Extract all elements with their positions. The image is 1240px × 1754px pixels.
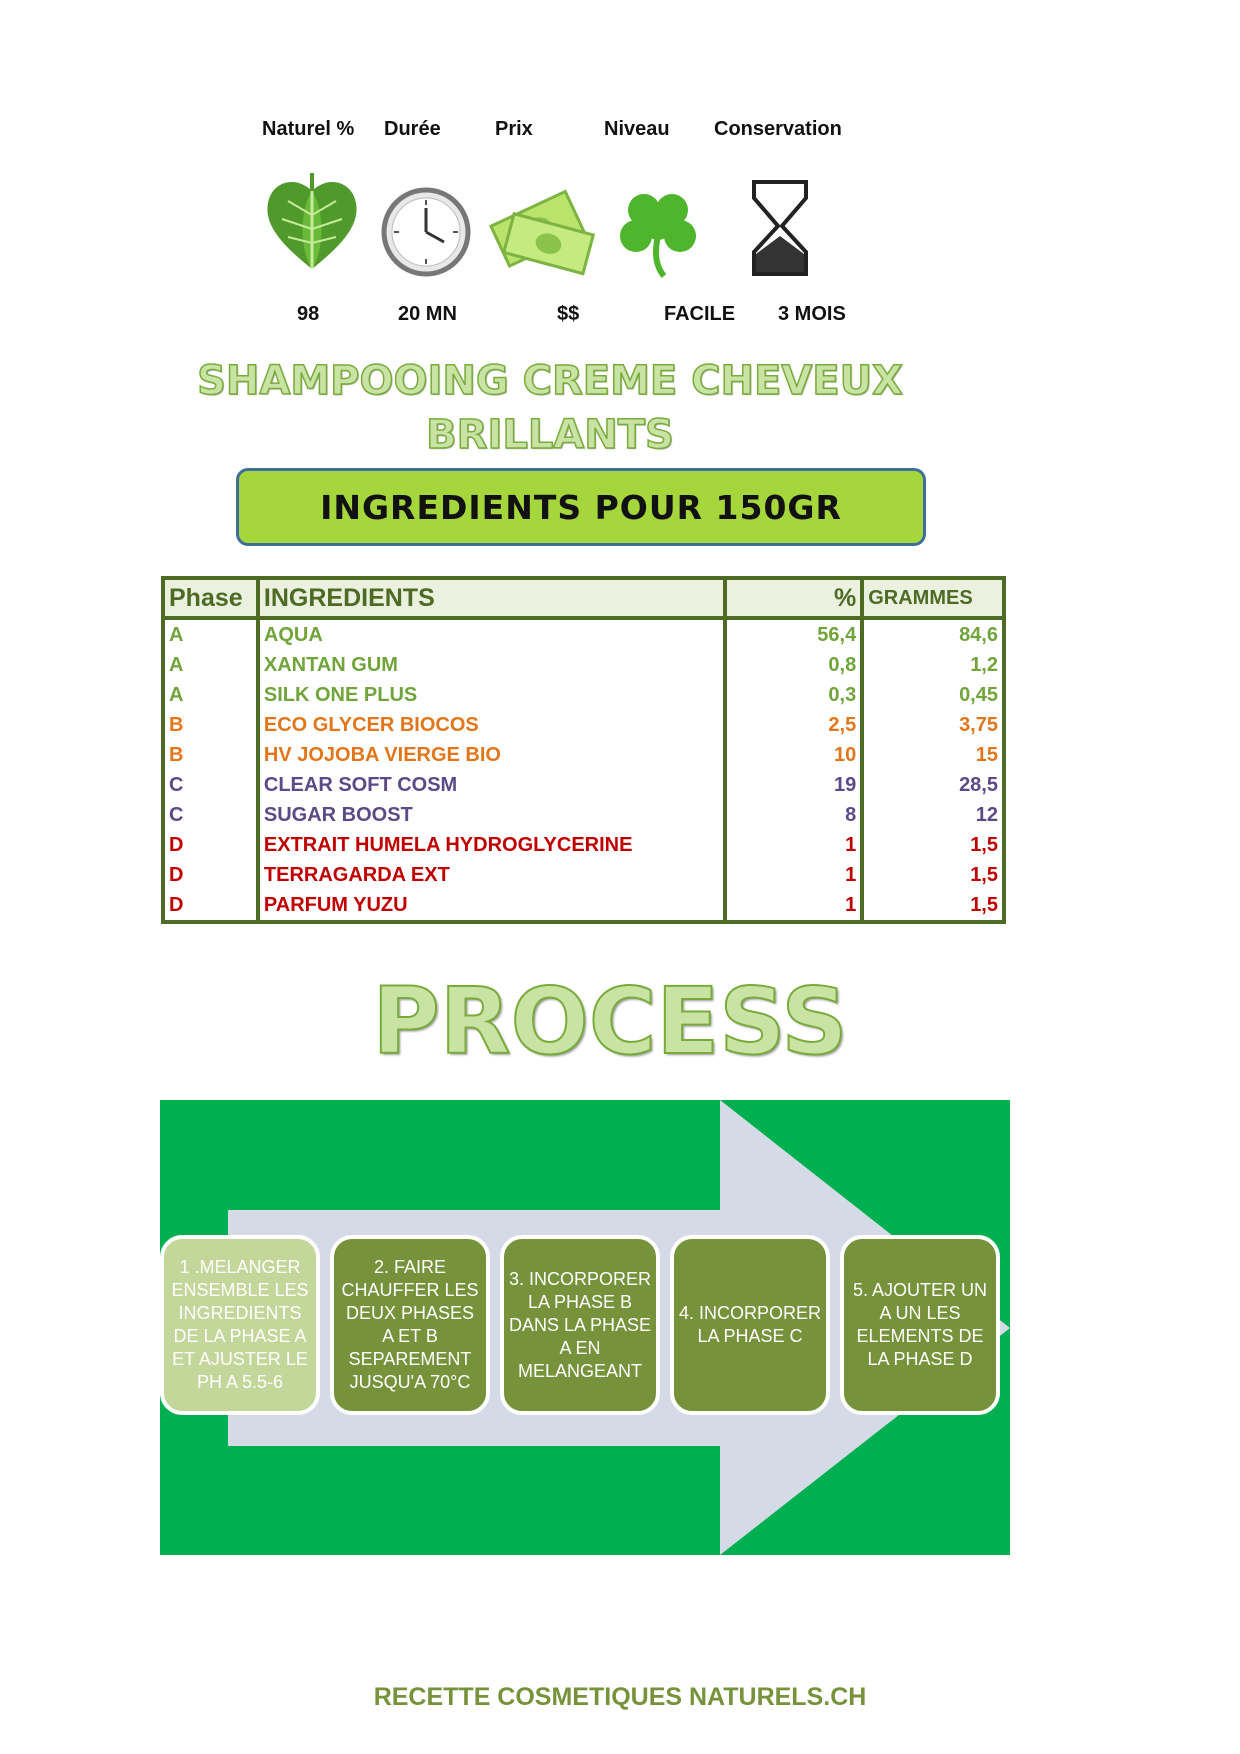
table-row bbox=[163, 618, 1004, 650]
table-row bbox=[163, 650, 1004, 680]
process-step-4: 4. INCORPORER LA PHASE C bbox=[670, 1235, 830, 1415]
percent-cell: 0,3 bbox=[725, 680, 862, 710]
percent-cell: 10 bbox=[725, 740, 862, 770]
percent-cell: 1 bbox=[725, 890, 862, 922]
process-step-1: 1 .MELANGER ENSEMBLE LES INGREDIENTS DE LA PHASE A ET AJUSTER LE PH A 5.5-6 bbox=[160, 1235, 320, 1415]
footer-text: RECETTE COSMETIQUES NATURELS.CH bbox=[373, 1683, 867, 1711]
phase-cell: D bbox=[163, 890, 258, 922]
percent-cell: 56,4 bbox=[725, 618, 862, 650]
leaf-heart-icon bbox=[262, 165, 362, 273]
ingredient-cell: AQUA bbox=[258, 618, 725, 650]
ingredient-cell: ECO GLYCER BIOCOS bbox=[258, 710, 725, 740]
clover-icon bbox=[612, 186, 704, 278]
value-conservation: 3 MOIS bbox=[778, 303, 846, 325]
header-grams: GRAMMES bbox=[862, 578, 1004, 618]
grams-cell: 1,5 bbox=[862, 890, 1004, 922]
value-duree: 20 MN bbox=[398, 303, 457, 325]
phase-cell: A bbox=[163, 680, 258, 710]
ingredient-cell: SUGAR BOOST bbox=[258, 800, 725, 830]
money-icon bbox=[480, 186, 600, 278]
phase-cell: B bbox=[163, 710, 258, 740]
grams-cell: 1,5 bbox=[862, 860, 1004, 890]
header-phase: Phase bbox=[163, 578, 258, 618]
phase-cell: D bbox=[163, 830, 258, 860]
percent-cell: 1 bbox=[725, 860, 862, 890]
grams-cell: 28,5 bbox=[862, 770, 1004, 800]
table-row bbox=[163, 800, 1004, 830]
percent-cell: 1 bbox=[725, 830, 862, 860]
phase-cell: A bbox=[163, 618, 258, 650]
clock-icon bbox=[380, 186, 472, 278]
header-ingredients: INGREDIENTS bbox=[258, 578, 725, 618]
label-conservation: Conservation bbox=[714, 118, 842, 140]
table-row bbox=[163, 740, 1004, 770]
grams-cell: 12 bbox=[862, 800, 1004, 830]
label-prix: Prix bbox=[495, 118, 533, 140]
grams-cell: 15 bbox=[862, 740, 1004, 770]
value-naturel: 98 bbox=[297, 303, 320, 325]
process-step-3: 3. INCORPORER LA PHASE B DANS LA PHASE A EN MELANGEANT bbox=[500, 1235, 660, 1415]
phase-cell: D bbox=[163, 860, 258, 890]
table-row bbox=[163, 770, 1004, 800]
ingredient-cell: PARFUM YUZU bbox=[258, 890, 725, 922]
header-percent: % bbox=[725, 578, 862, 618]
process-step-2: 2. FAIRE CHAUFFER LES DEUX PHASES A ET B SEPAREMENT JUSQU'A 70°C bbox=[330, 1235, 490, 1415]
phase-cell: A bbox=[163, 650, 258, 680]
percent-cell: 0,8 bbox=[725, 650, 862, 680]
table-row bbox=[163, 710, 1004, 740]
process-title: PROCESS bbox=[372, 968, 848, 1075]
table-header-row bbox=[163, 578, 1004, 618]
ingredients-table bbox=[161, 576, 1006, 924]
phase-cell: C bbox=[163, 770, 258, 800]
label-niveau: Niveau bbox=[604, 118, 670, 140]
percent-cell: 2,5 bbox=[725, 710, 862, 740]
process-step-5: 5. AJOUTER UN A UN LES ELEMENTS DE LA PHASE D bbox=[840, 1235, 1000, 1415]
ingredient-cell: XANTAN GUM bbox=[258, 650, 725, 680]
ingredients-banner: INGREDIENTS POUR 150GR bbox=[236, 468, 926, 546]
grams-cell: 3,75 bbox=[862, 710, 1004, 740]
value-prix: $$ bbox=[557, 303, 580, 325]
percent-cell: 8 bbox=[725, 800, 862, 830]
table-row bbox=[163, 680, 1004, 710]
table-row bbox=[163, 860, 1004, 890]
table-row bbox=[163, 890, 1004, 922]
hourglass-icon bbox=[750, 178, 810, 278]
grams-cell: 1,2 bbox=[862, 650, 1004, 680]
grams-cell: 1,5 bbox=[862, 830, 1004, 860]
value-niveau: FACILE bbox=[664, 303, 736, 325]
ingredient-cell: SILK ONE PLUS bbox=[258, 680, 725, 710]
grams-cell: 0,45 bbox=[862, 680, 1004, 710]
ingredient-cell: CLEAR SOFT COSM bbox=[258, 770, 725, 800]
grams-cell: 84,6 bbox=[862, 618, 1004, 650]
ingredient-cell: EXTRAIT HUMELA HYDROGLYCERINE bbox=[258, 830, 725, 860]
percent-cell: 19 bbox=[725, 770, 862, 800]
ingredient-cell: HV JOJOBA VIERGE BIO bbox=[258, 740, 725, 770]
phase-cell: B bbox=[163, 740, 258, 770]
label-naturel: Naturel % bbox=[262, 118, 355, 140]
ingredient-cell: TERRAGARDA EXT bbox=[258, 860, 725, 890]
recipe-title-line1: SHAMPOOING CREME CHEVEUX bbox=[197, 358, 903, 404]
table-row bbox=[163, 830, 1004, 860]
label-duree: Durée bbox=[384, 118, 441, 140]
recipe-title-line2: BRILLANTS bbox=[426, 412, 674, 458]
phase-cell: C bbox=[163, 800, 258, 830]
